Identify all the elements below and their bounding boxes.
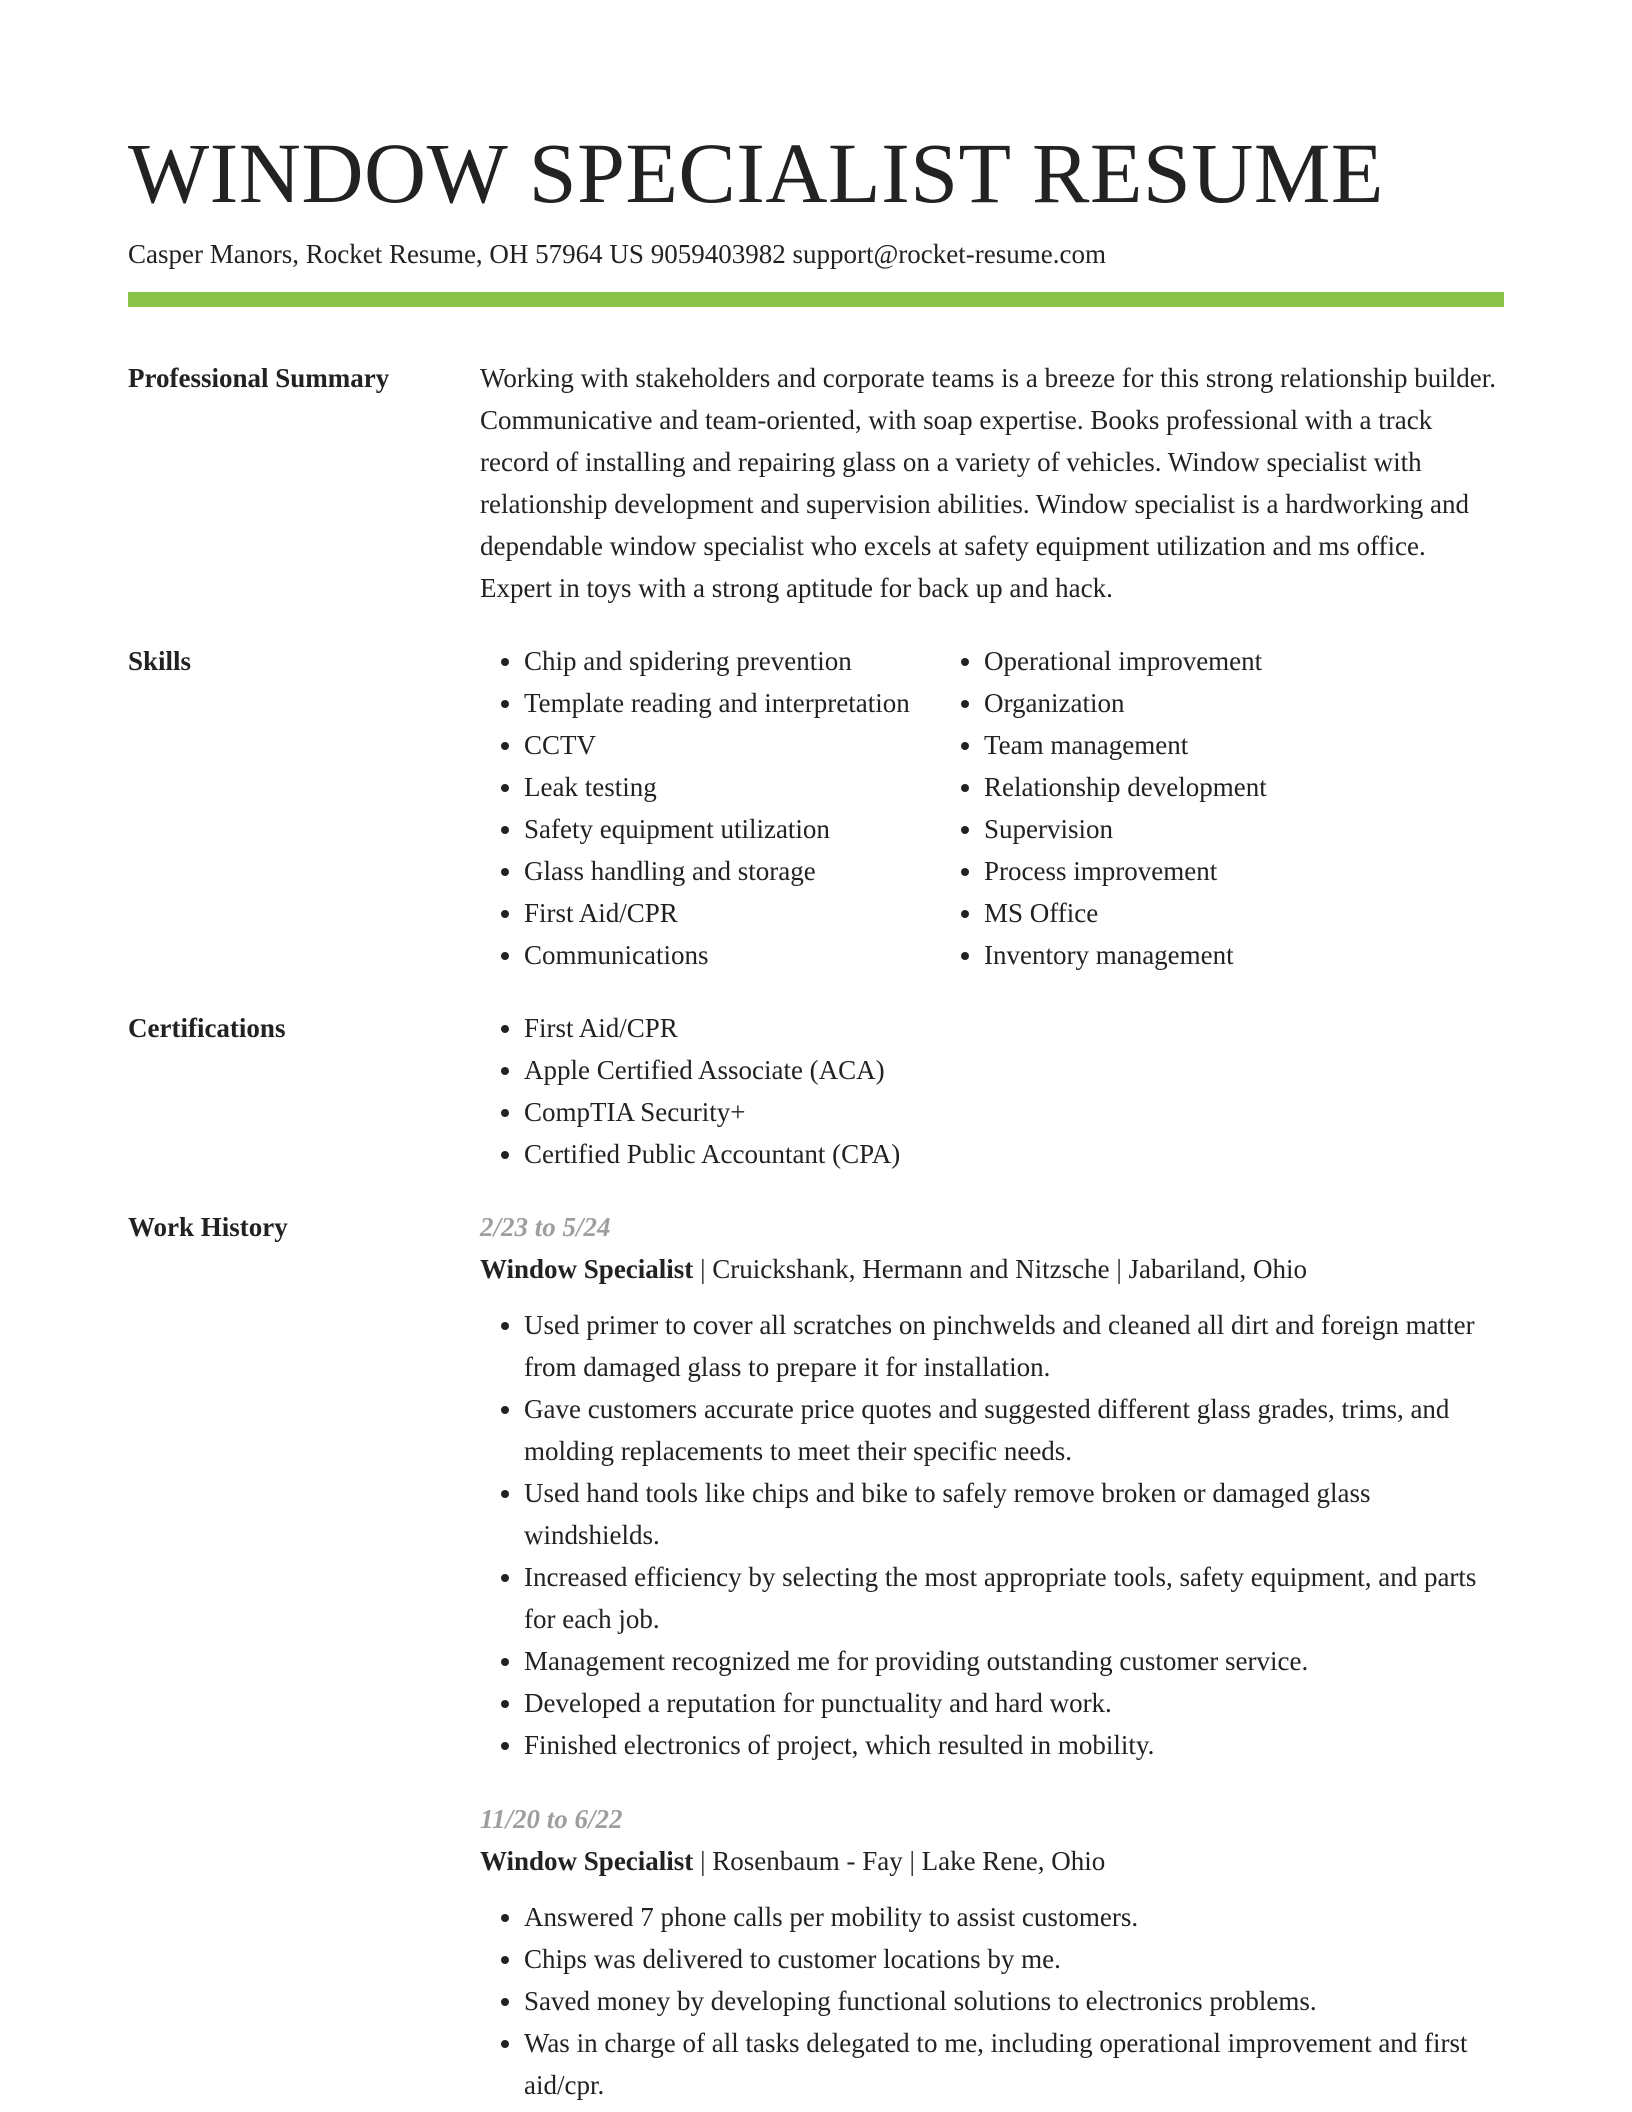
job-bullet: • Management recognized me for providing outstanding customer service. <box>524 1640 1504 1682</box>
certification-item: • Certified Public Accountant (CPA) <box>524 1133 1504 1175</box>
work-history-heading: Work History <box>128 1212 288 1242</box>
skill-item: • Chip and spidering prevention <box>524 640 940 682</box>
skills-heading: Skills <box>128 646 192 676</box>
summary-text: Working with stakeholders and corporate teams is a breeze for this strong relationship builder. Communicative and team-oriented, with soap expertise. Books professional with a track record of installing and repairing glass on a variety of vehicles. Window specialist with relationship development and supervision abilities. Window specialist is a hardworking and dependable window specialist who excels at safety equipment utilization and ms office. Expert in toys with a strong aptitude for back up and hack. <box>480 363 1497 603</box>
job-bullets <box>480 1896 1504 2106</box>
certification-item: • Apple Certified Associate (ACA) <box>524 1049 1504 1091</box>
skill-item: • Template reading and interpretation <box>524 682 940 724</box>
contact-info: Casper Manors, Rocket Resume, OH 57964 US 9059403982 support@rocket-resume.com <box>128 239 1106 269</box>
certifications-heading: Certifications <box>128 1013 286 1043</box>
job-bullets <box>480 1304 1504 1766</box>
job-title: Window Specialist <box>480 1254 694 1284</box>
job-bullet: • Saved money by developing functional solutions to electronics problems. <box>524 1980 1504 2022</box>
skill-item: • Relationship development <box>984 766 1267 808</box>
job-bullet: • Gave customers accurate price quotes and suggested different glass grades, trims, and molding replacements to meet their specific needs. <box>524 1388 1504 1472</box>
summary-section <box>128 357 1504 609</box>
certifications-section <box>128 1007 1504 1175</box>
resume-page <box>128 118 1504 2106</box>
skill-item: • MS Office <box>984 892 1267 934</box>
job-details: | Rosenbaum - Fay | Lake Rene, Ohio <box>693 1846 1106 1876</box>
skills-section <box>128 640 1504 976</box>
skill-item: • Supervision <box>984 808 1267 850</box>
skill-item: • Inventory management <box>984 934 1267 976</box>
job-bullet: • Answered 7 phone calls per mobility to assist customers. <box>524 1896 1504 1938</box>
skills-list-right <box>940 640 1267 976</box>
job-bullet: • Developed a reputation for punctuality and hard work. <box>524 1682 1504 1724</box>
job-dates: 11/20 to 6/22 <box>480 1804 623 1834</box>
skill-item: • Process improvement <box>984 850 1267 892</box>
job-entry <box>480 1798 1504 2106</box>
job-dates: 2/23 to 5/24 <box>480 1212 611 1242</box>
job-bullet: • Used hand tools like chips and bike to safely remove broken or damaged glass windshields. <box>524 1472 1504 1556</box>
resume-title: WINDOW SPECIALIST RESUME <box>128 125 1384 221</box>
job-heading <box>480 1840 1504 1882</box>
skill-item: • Communications <box>524 934 940 976</box>
accent-divider <box>128 292 1504 307</box>
certification-item: • First Aid/CPR <box>524 1007 1504 1049</box>
job-bullet: • Finished electronics of project, which resulted in mobility. <box>524 1724 1504 1766</box>
summary-heading: Professional Summary <box>128 363 390 393</box>
skill-item: • CCTV <box>524 724 940 766</box>
job-bullet: • Was in charge of all tasks delegated to me, including operational improvement and first aid/cpr. <box>524 2022 1504 2106</box>
skill-item: • Team management <box>984 724 1267 766</box>
skill-item: • Glass handling and storage <box>524 850 940 892</box>
skill-item: • Safety equipment utilization <box>524 808 940 850</box>
job-entry <box>480 1206 1504 1766</box>
skills-list-left <box>480 640 940 976</box>
skill-item: • First Aid/CPR <box>524 892 940 934</box>
work-history-section <box>128 1206 1504 2106</box>
skill-item: • Leak testing <box>524 766 940 808</box>
job-heading <box>480 1248 1504 1290</box>
job-title: Window Specialist <box>480 1846 694 1876</box>
job-bullet: • Chips was delivered to customer locations by me. <box>524 1938 1504 1980</box>
skill-item: • Operational improvement <box>984 640 1267 682</box>
job-details: | Cruickshank, Hermann and Nitzsche | Jabariland, Ohio <box>693 1254 1307 1284</box>
job-bullet: • Increased efficiency by selecting the most appropriate tools, safety equipment, and parts for each job. <box>524 1556 1504 1640</box>
certification-item: • CompTIA Security+ <box>524 1091 1504 1133</box>
skill-item: • Organization <box>984 682 1267 724</box>
certifications-list <box>480 1007 1504 1175</box>
job-bullet: • Used primer to cover all scratches on pinchwelds and cleaned all dirt and foreign matter from damaged glass to prepare it for installation. <box>524 1304 1504 1388</box>
